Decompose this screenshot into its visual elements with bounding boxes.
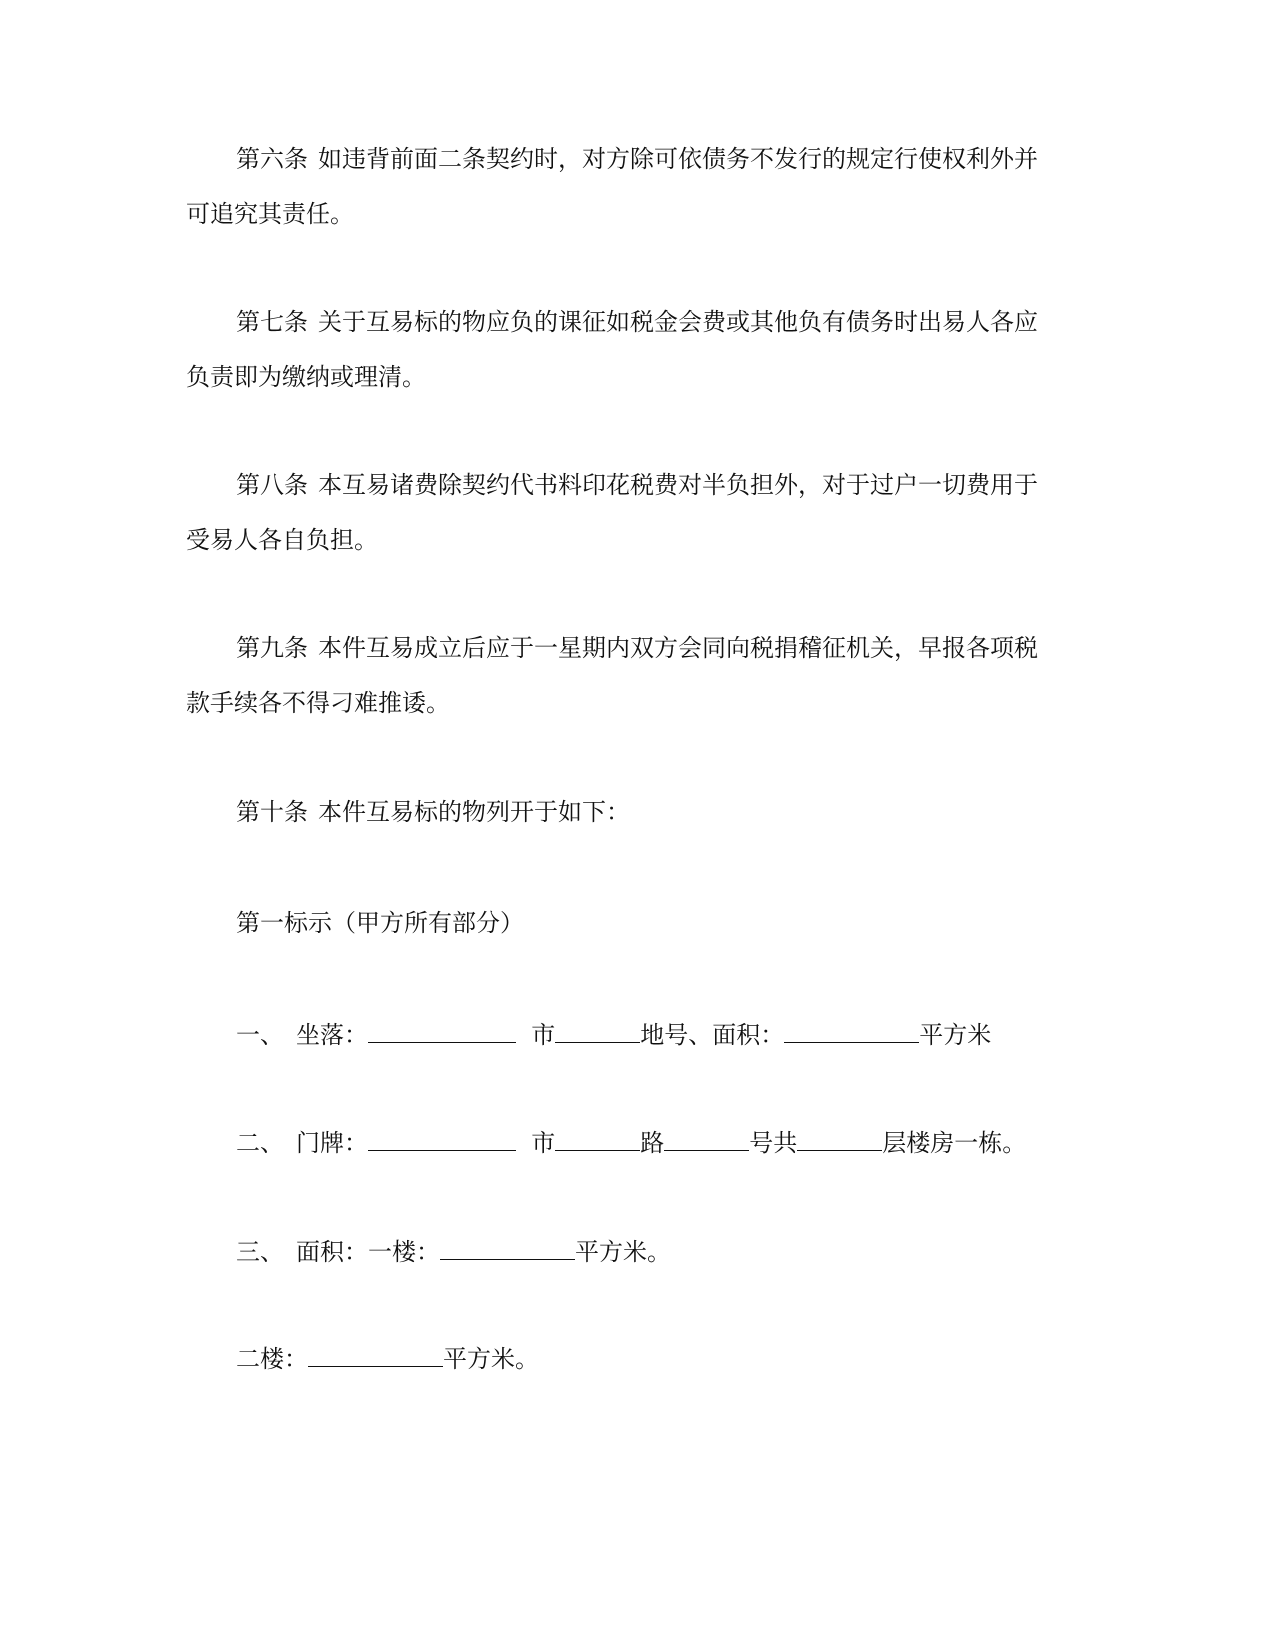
item-number: 二、 [236, 1129, 284, 1157]
article-number: 第六条 [236, 145, 308, 173]
item-1-location [236, 1018, 991, 1050]
city-blank[interactable] [555, 1126, 640, 1151]
floor-2-area [236, 1342, 539, 1374]
item-number: 三、 [236, 1238, 284, 1266]
location-blank[interactable] [368, 1018, 516, 1043]
city-blank[interactable] [555, 1018, 640, 1043]
article-6-line-2: 可追究其责任。 [186, 200, 354, 228]
article-number: 第七条 [236, 308, 308, 336]
floors-blank[interactable] [797, 1126, 882, 1151]
item-label: 坐落： [296, 1021, 368, 1049]
article-text: 本件互易成立后应于一星期内双方会同向税捐稽征机关，早报各项税 [318, 634, 1038, 662]
road-blank[interactable] [664, 1126, 749, 1151]
article-10-line-1 [236, 797, 630, 827]
article-number: 第八条 [236, 471, 308, 499]
unit-text: 平方米。 [575, 1238, 671, 1266]
article-9-line-1 [236, 633, 1038, 663]
item-2-address [236, 1126, 1026, 1158]
number-text: 号共 [749, 1129, 798, 1157]
article-number: 第十条 [236, 798, 308, 826]
floor1-area-blank[interactable] [440, 1235, 575, 1260]
item-3-area [236, 1235, 671, 1267]
article-text: 本互易诸费除契约代书料印花税费对半负担外，对于过户一切费用于 [318, 471, 1038, 499]
article-8-line-1 [236, 470, 1038, 500]
road-text: 路 [640, 1129, 665, 1157]
unit-text: 平方米。 [443, 1345, 539, 1373]
article-7-line-1 [236, 307, 1038, 337]
building-text: 层楼房一栋。 [882, 1129, 1027, 1157]
item-label: 二楼： [236, 1345, 308, 1373]
article-text: 如违背前面二条契约时，对方除可依债务不发行的规定行使权利外并 [318, 145, 1038, 173]
city-text: 市 [531, 1129, 556, 1157]
address-blank[interactable] [368, 1126, 516, 1151]
article-9-line-2: 款手续各不得刁难推诿。 [186, 689, 450, 717]
item-label: 面积：一楼： [296, 1238, 440, 1266]
article-number: 第九条 [236, 634, 308, 662]
article-text: 本件互易标的物列开于如下： [318, 798, 630, 826]
unit-text: 平方米 [919, 1021, 992, 1049]
section-title: 第一标示（甲方所有部分） [236, 909, 524, 937]
item-label: 门牌： [296, 1129, 368, 1157]
article-text: 关于互易标的物应负的课征如税金会费或其他负有债务时出易人各应 [318, 308, 1038, 336]
item-number: 一、 [236, 1021, 284, 1049]
article-8-line-2: 受易人各自负担。 [186, 526, 378, 554]
floor2-area-blank[interactable] [308, 1342, 443, 1367]
article-6-line-1 [236, 144, 1038, 174]
lot-area-text: 地号、面积： [640, 1021, 785, 1049]
city-text: 市 [531, 1021, 556, 1049]
article-7-line-2: 负责即为缴纳或理清。 [186, 363, 426, 391]
area-blank[interactable] [784, 1018, 919, 1043]
